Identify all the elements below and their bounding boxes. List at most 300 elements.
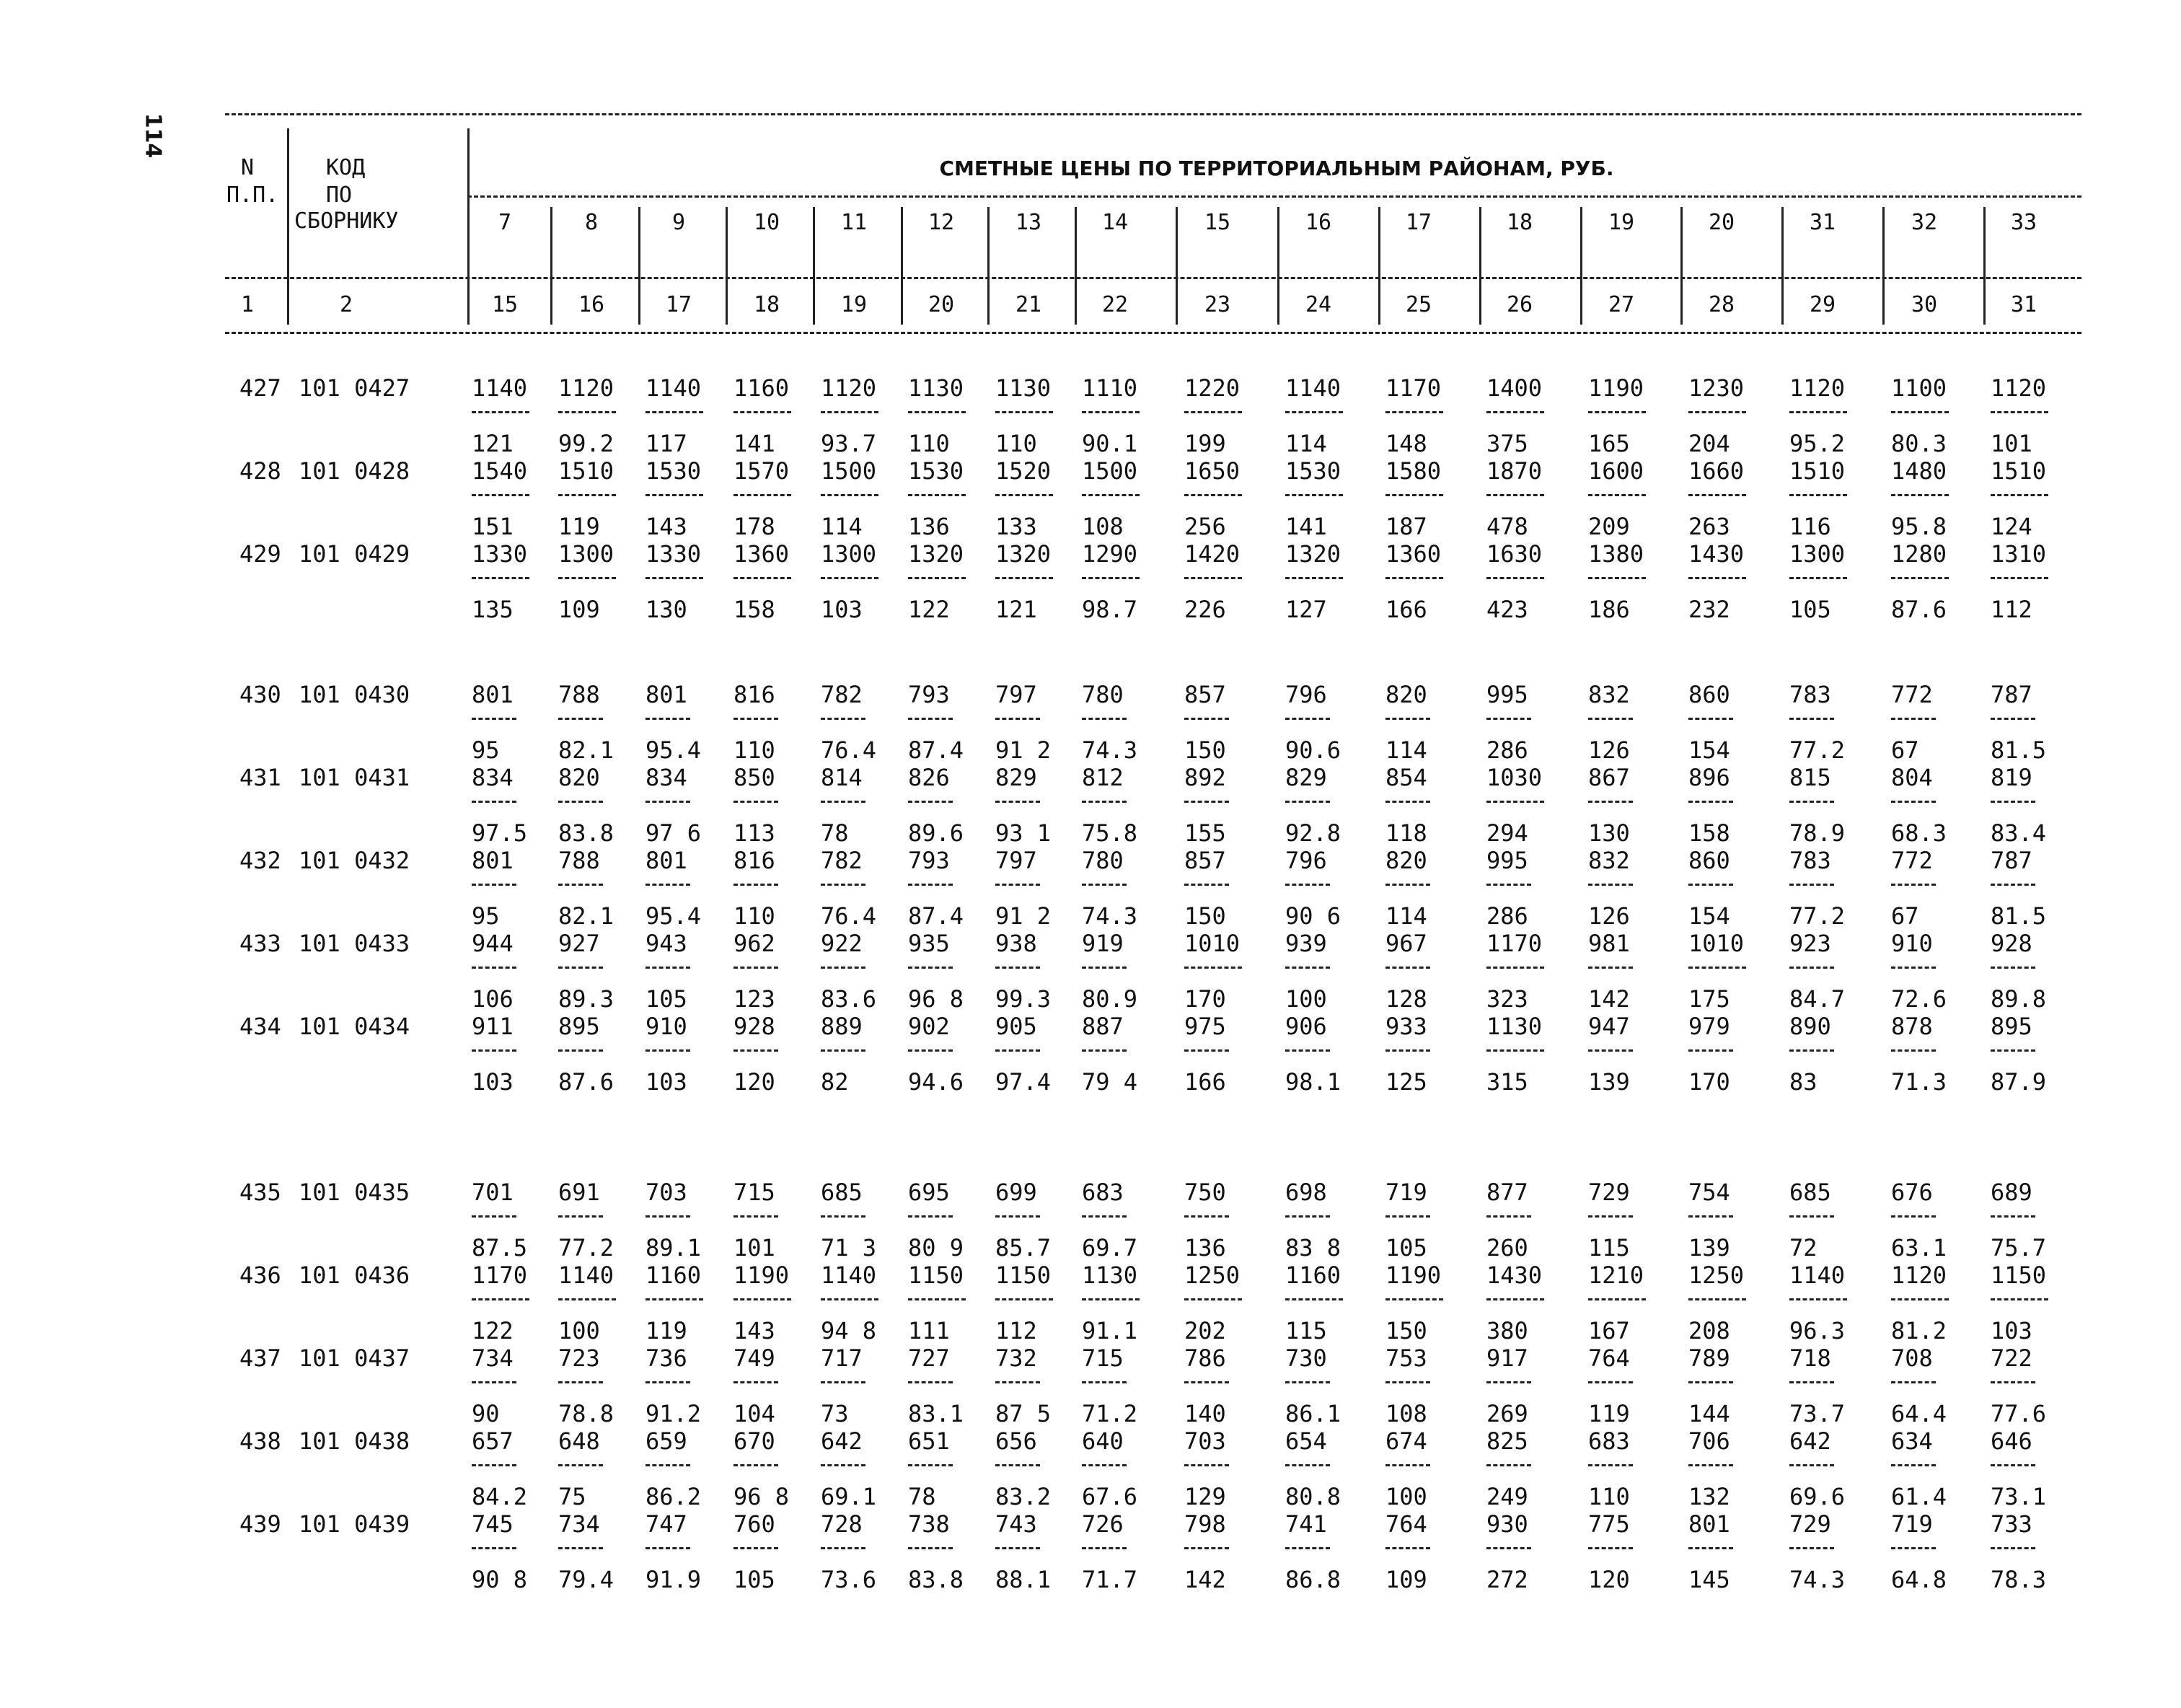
price-wage: 323 <box>1486 985 1528 1013</box>
price-wage: 67 <box>1891 902 1919 930</box>
fraction-line <box>1789 884 1834 886</box>
price-total: 1220 <box>1184 374 1241 402</box>
fraction-line <box>1285 884 1330 886</box>
fraction-line <box>1385 1381 1430 1383</box>
fraction-line <box>821 1049 865 1052</box>
price-wage: 95.8 <box>1891 513 1947 540</box>
fraction-line <box>646 1381 690 1383</box>
price-wage: 77.2 <box>1789 736 1846 764</box>
price-wage: 154 <box>1688 736 1730 764</box>
price-total: 981 <box>1588 930 1630 957</box>
price-wage: 109 <box>558 596 600 623</box>
price-wage: 166 <box>1184 1068 1226 1096</box>
fraction-line <box>646 1049 690 1052</box>
fraction-line <box>908 1298 966 1300</box>
row-code: 101 0437 <box>299 1344 410 1372</box>
price-total: 782 <box>821 847 863 874</box>
fraction-line <box>733 967 778 969</box>
price-wage: 96.3 <box>1789 1317 1846 1344</box>
header-number-2: 2 <box>339 292 353 317</box>
price-wage: 115 <box>1285 1317 1327 1344</box>
fraction-line <box>1588 1547 1633 1549</box>
fraction-line <box>1588 411 1646 413</box>
price-total: 782 <box>821 681 863 708</box>
fraction-line <box>472 411 529 413</box>
price-total: 730 <box>1285 1344 1327 1372</box>
price-total: 829 <box>1285 764 1327 791</box>
price-wage: 120 <box>733 1068 775 1096</box>
price-wage: 75.8 <box>1082 819 1138 847</box>
fraction-line <box>646 884 690 886</box>
price-wage: 294 <box>1486 819 1528 847</box>
price-total: 772 <box>1891 847 1933 874</box>
price-total: 793 <box>908 681 950 708</box>
price-wage: 74.3 <box>1082 736 1138 764</box>
price-total: 801 <box>472 847 514 874</box>
fraction-line <box>995 411 1053 413</box>
fraction-line <box>1588 801 1633 803</box>
price-wage: 167 <box>1588 1317 1630 1344</box>
price-total: 719 <box>1385 1179 1427 1206</box>
fraction-line <box>733 801 778 803</box>
price-wage: 71.7 <box>1082 1566 1138 1593</box>
price-wage: 113 <box>733 819 775 847</box>
fraction-line <box>1789 1547 1834 1549</box>
price-wage: 141 <box>1285 513 1327 540</box>
fraction-line <box>908 411 966 413</box>
price-wage: 89.1 <box>646 1234 702 1262</box>
district-header-15: 15 <box>1204 210 1231 235</box>
district-header-18: 18 <box>1506 210 1533 235</box>
fraction-line <box>1991 1547 2035 1549</box>
price-wage: 72 <box>1789 1234 1818 1262</box>
price-total: 729 <box>1789 1510 1831 1538</box>
price-wage: 130 <box>1588 819 1630 847</box>
price-total: 719 <box>1891 1510 1933 1538</box>
fraction-line <box>995 1381 1040 1383</box>
fraction-line <box>733 1298 791 1300</box>
fraction-line <box>1285 577 1343 579</box>
price-total: 1530 <box>646 457 702 485</box>
price-wage: 69.6 <box>1789 1483 1846 1510</box>
price-total: 1190 <box>733 1262 790 1289</box>
price-total: 933 <box>1385 1013 1427 1040</box>
fraction-line <box>646 1464 690 1466</box>
fraction-line <box>1385 577 1443 579</box>
price-total: 1160 <box>1285 1262 1341 1289</box>
price-wage: 68.3 <box>1891 819 1947 847</box>
price-wage: 69.1 <box>821 1483 877 1510</box>
fraction-line <box>821 1547 865 1549</box>
price-total: 860 <box>1688 681 1730 708</box>
row-number: 439 <box>239 1510 281 1538</box>
price-total: 877 <box>1486 1179 1528 1206</box>
fraction-line <box>1891 1547 1936 1549</box>
fraction-line <box>733 1547 778 1549</box>
fraction-line <box>1688 1049 1733 1052</box>
price-wage: 61.4 <box>1891 1483 1947 1510</box>
column-number-30: 30 <box>1911 292 1938 317</box>
fraction-line <box>1991 494 2048 496</box>
price-wage: 77.2 <box>1789 902 1846 930</box>
fraction-line <box>1991 1381 2035 1383</box>
fraction-line <box>1789 1381 1834 1383</box>
price-wage: 71.3 <box>1891 1068 1947 1096</box>
district-header-19: 19 <box>1608 210 1635 235</box>
column-number-27: 27 <box>1608 292 1635 317</box>
price-wage: 136 <box>908 513 950 540</box>
price-total: 695 <box>908 1179 950 1206</box>
price-wage: 125 <box>1385 1068 1427 1096</box>
price-total: 717 <box>821 1344 863 1372</box>
price-wage: 139 <box>1688 1234 1730 1262</box>
column-number-16: 16 <box>578 292 605 317</box>
fraction-line <box>1891 801 1936 803</box>
price-total: 895 <box>558 1013 600 1040</box>
fraction-line <box>1385 1464 1430 1466</box>
fraction-line <box>1891 967 1936 969</box>
fraction-line <box>1588 884 1633 886</box>
price-total: 1140 <box>558 1262 614 1289</box>
price-total: 715 <box>1082 1344 1124 1372</box>
price-wage: 109 <box>1385 1566 1427 1593</box>
price-total: 1480 <box>1891 457 1947 485</box>
fraction-line <box>472 577 529 579</box>
price-total: 685 <box>821 1179 863 1206</box>
price-wage: 91.2 <box>646 1400 702 1427</box>
price-total: 706 <box>1688 1427 1730 1455</box>
district-header-17: 17 <box>1405 210 1432 235</box>
price-total: 975 <box>1184 1013 1226 1040</box>
fraction-line <box>1184 1215 1229 1218</box>
price-total: 674 <box>1385 1427 1427 1455</box>
price-wage: 90 <box>472 1400 500 1427</box>
price-total: 642 <box>1789 1427 1831 1455</box>
price-wage: 87.4 <box>908 902 964 930</box>
price-total: 816 <box>733 681 775 708</box>
fraction-line <box>472 801 516 803</box>
price-wage: 114 <box>821 513 863 540</box>
fraction-line <box>733 577 791 579</box>
column-number-19: 19 <box>840 292 868 317</box>
fraction-line <box>558 884 603 886</box>
price-wage: 93 1 <box>995 819 1052 847</box>
price-total: 857 <box>1184 681 1226 708</box>
price-wage: 263 <box>1688 513 1730 540</box>
price-total: 640 <box>1082 1427 1124 1455</box>
price-total: 854 <box>1385 764 1427 791</box>
column-number-25: 25 <box>1405 292 1432 317</box>
price-total: 651 <box>908 1427 950 1455</box>
price-wage: 158 <box>1688 819 1730 847</box>
price-total: 1100 <box>1891 374 1947 402</box>
price-total: 734 <box>558 1510 600 1538</box>
price-total: 905 <box>995 1013 1037 1040</box>
row-number: 432 <box>239 847 281 874</box>
price-total: 890 <box>1789 1013 1831 1040</box>
price-total: 797 <box>995 681 1037 708</box>
price-total: 1400 <box>1486 374 1543 402</box>
fraction-line <box>1789 494 1847 496</box>
price-total: 1010 <box>1184 930 1241 957</box>
price-total: 754 <box>1688 1179 1730 1206</box>
price-total: 1130 <box>995 374 1052 402</box>
price-total: 814 <box>821 764 863 791</box>
fraction-line <box>1385 967 1430 969</box>
price-wage: 209 <box>1588 513 1630 540</box>
price-wage: 142 <box>1184 1566 1226 1593</box>
fraction-line <box>1082 577 1140 579</box>
price-wage: 94 8 <box>821 1317 877 1344</box>
fraction-line <box>472 1464 516 1466</box>
price-wage: 83.4 <box>1991 819 2047 847</box>
price-total: 1120 <box>558 374 614 402</box>
column-number-31: 31 <box>2010 292 2037 317</box>
fraction-line <box>1486 884 1531 886</box>
fraction-line <box>1688 577 1746 579</box>
price-total: 801 <box>472 681 514 708</box>
price-wage: 116 <box>1789 513 1831 540</box>
fraction-line <box>558 718 603 720</box>
price-total: 764 <box>1385 1510 1427 1538</box>
district-header-13: 13 <box>1015 210 1042 235</box>
price-total: 741 <box>1285 1510 1327 1538</box>
price-total: 787 <box>1991 681 2032 708</box>
price-total: 1530 <box>908 457 964 485</box>
price-wage: 423 <box>1486 596 1528 623</box>
fraction-line <box>1486 494 1544 496</box>
price-wage: 86.2 <box>646 1483 702 1510</box>
price-wage: 103 <box>821 596 863 623</box>
row-code: 101 0434 <box>299 1013 410 1040</box>
price-wage: 100 <box>558 1317 600 1344</box>
price-total: 911 <box>472 1013 514 1040</box>
row-number: 430 <box>239 681 281 708</box>
price-wage: 73.6 <box>821 1566 877 1593</box>
price-wage: 95.2 <box>1789 430 1846 457</box>
price-wage: 67 <box>1891 736 1919 764</box>
row-code: 101 0436 <box>299 1262 410 1289</box>
price-total: 902 <box>908 1013 950 1040</box>
price-wage: 145 <box>1688 1566 1730 1593</box>
price-total: 1510 <box>1991 457 2047 485</box>
price-wage: 112 <box>1991 596 2032 623</box>
price-total: 895 <box>1991 1013 2032 1040</box>
price-total: 1320 <box>908 540 964 568</box>
fraction-line <box>472 1547 516 1549</box>
price-total: 820 <box>558 764 600 791</box>
column-number-28: 28 <box>1708 292 1735 317</box>
price-wage: 119 <box>646 1317 687 1344</box>
price-wage: 72.6 <box>1891 985 1947 1013</box>
price-total: 1870 <box>1486 457 1543 485</box>
price-total: 979 <box>1688 1013 1730 1040</box>
fraction-line <box>1991 1049 2035 1052</box>
price-total: 1520 <box>995 457 1052 485</box>
fraction-line <box>558 967 603 969</box>
fraction-line <box>1486 718 1531 720</box>
price-total: 1140 <box>472 374 528 402</box>
header-code-3: СБОРНИКУ <box>294 208 399 234</box>
fraction-line <box>1891 718 1936 720</box>
fraction-line <box>558 1049 603 1052</box>
district-header-12: 12 <box>928 210 955 235</box>
price-wage: 119 <box>1588 1400 1630 1427</box>
price-total: 685 <box>1789 1179 1831 1206</box>
price-total: 917 <box>1486 1344 1528 1372</box>
price-total: 1120 <box>1991 374 2047 402</box>
fraction-line <box>995 1547 1040 1549</box>
fraction-line <box>1184 411 1242 413</box>
price-total: 801 <box>646 847 687 874</box>
fraction-line <box>821 967 865 969</box>
fraction-line <box>1082 718 1127 720</box>
fraction-line <box>733 494 791 496</box>
fraction-line <box>1486 1049 1544 1052</box>
fraction-line <box>472 1298 529 1300</box>
price-wage: 88.1 <box>995 1566 1052 1593</box>
price-total: 1430 <box>1688 540 1745 568</box>
price-wage: 71 3 <box>821 1234 877 1262</box>
price-wage: 112 <box>995 1317 1037 1344</box>
fraction-line <box>1486 801 1544 803</box>
price-total: 820 <box>1385 847 1427 874</box>
fraction-line <box>908 1381 953 1383</box>
price-total: 1380 <box>1588 540 1644 568</box>
price-wage: 97.5 <box>472 819 528 847</box>
price-total: 750 <box>1184 1179 1226 1206</box>
row-number: 434 <box>239 1013 281 1040</box>
fraction-line <box>995 801 1040 803</box>
fraction-line <box>1385 718 1430 720</box>
price-total: 816 <box>733 847 775 874</box>
price-total: 703 <box>1184 1427 1226 1455</box>
header-code-2: ПО <box>326 182 353 208</box>
price-total: 935 <box>908 930 950 957</box>
fraction-line <box>646 494 703 496</box>
price-wage: 124 <box>1991 513 2032 540</box>
fraction-line <box>821 1381 865 1383</box>
price-total: 722 <box>1991 1344 2032 1372</box>
fraction-line <box>821 801 865 803</box>
price-wage: 64.8 <box>1891 1566 1947 1593</box>
fraction-line <box>646 718 690 720</box>
price-total: 834 <box>646 764 687 791</box>
price-total: 734 <box>472 1344 514 1372</box>
price-total: 1310 <box>1991 540 2047 568</box>
fraction-line <box>1588 1381 1633 1383</box>
price-wage: 150 <box>1184 902 1226 930</box>
column-number-26: 26 <box>1506 292 1533 317</box>
price-total: 798 <box>1184 1510 1226 1538</box>
fraction-line <box>1991 1298 2048 1300</box>
fraction-line <box>1789 801 1834 803</box>
fraction-line <box>1486 1464 1531 1466</box>
fraction-line <box>1688 718 1733 720</box>
price-total: 1430 <box>1486 1262 1543 1289</box>
price-wage: 101 <box>733 1234 775 1262</box>
row-code: 101 0427 <box>299 374 410 402</box>
price-wage: 103 <box>646 1068 687 1096</box>
price-total: 775 <box>1588 1510 1630 1538</box>
price-total: 1130 <box>1486 1013 1543 1040</box>
price-total: 1650 <box>1184 457 1241 485</box>
fraction-line <box>1385 1298 1443 1300</box>
price-wage: 78 <box>821 819 849 847</box>
price-total: 1130 <box>908 374 964 402</box>
price-wage: 94.6 <box>908 1068 964 1096</box>
price-total: 1600 <box>1588 457 1644 485</box>
price-wage: 249 <box>1486 1483 1528 1510</box>
row-code: 101 0438 <box>299 1427 410 1455</box>
price-wage: 286 <box>1486 902 1528 930</box>
fraction-line <box>821 1298 878 1300</box>
district-header-14: 14 <box>1101 210 1129 235</box>
price-total: 1170 <box>472 1262 528 1289</box>
price-total: 736 <box>646 1344 687 1372</box>
price-total: 1630 <box>1486 540 1543 568</box>
fraction-line <box>1486 1215 1531 1218</box>
price-total: 728 <box>821 1510 863 1538</box>
price-wage: 121 <box>472 430 514 457</box>
fraction-line <box>472 884 516 886</box>
price-wage: 110 <box>733 902 775 930</box>
price-total: 860 <box>1688 847 1730 874</box>
fraction-line <box>995 1298 1053 1300</box>
price-wage: 122 <box>472 1317 514 1344</box>
price-wage: 105 <box>646 985 687 1013</box>
fraction-line <box>1385 801 1430 803</box>
price-wage: 71.2 <box>1082 1400 1138 1427</box>
fraction-line <box>1082 884 1127 886</box>
price-wage: 83.8 <box>908 1566 964 1593</box>
price-wage: 74.3 <box>1082 902 1138 930</box>
district-header-33: 33 <box>2010 210 2037 235</box>
price-wage: 75.7 <box>1991 1234 2047 1262</box>
fraction-line <box>1082 1464 1127 1466</box>
price-total: 825 <box>1486 1427 1528 1455</box>
price-wage: 78 <box>908 1483 936 1510</box>
price-wage: 175 <box>1688 985 1730 1013</box>
price-wage: 114 <box>1385 736 1427 764</box>
price-total: 878 <box>1891 1013 1933 1040</box>
price-wage: 121 <box>995 596 1037 623</box>
price-wage: 81.5 <box>1991 902 2047 930</box>
price-wage: 226 <box>1184 596 1226 623</box>
row-number: 428 <box>239 457 281 485</box>
price-wage: 92.8 <box>1285 819 1341 847</box>
price-total: 676 <box>1891 1179 1933 1206</box>
price-wage: 178 <box>733 513 775 540</box>
fraction-line <box>1486 1298 1544 1300</box>
fraction-line <box>1688 967 1746 969</box>
fraction-line <box>1991 967 2035 969</box>
price-wage: 80.9 <box>1082 985 1138 1013</box>
fraction-line <box>1891 411 1949 413</box>
row-code: 101 0430 <box>299 681 410 708</box>
price-total: 648 <box>558 1427 600 1455</box>
price-wage: 85.7 <box>995 1234 1052 1262</box>
price-total: 943 <box>646 930 687 957</box>
fraction-line <box>821 494 878 496</box>
price-total: 1150 <box>1991 1262 2047 1289</box>
fraction-line <box>1285 967 1330 969</box>
price-wage: 78.9 <box>1789 819 1846 847</box>
fraction-line <box>1285 1049 1330 1052</box>
price-total: 1500 <box>1082 457 1138 485</box>
price-total: 1250 <box>1184 1262 1241 1289</box>
price-wage: 90 6 <box>1285 902 1341 930</box>
